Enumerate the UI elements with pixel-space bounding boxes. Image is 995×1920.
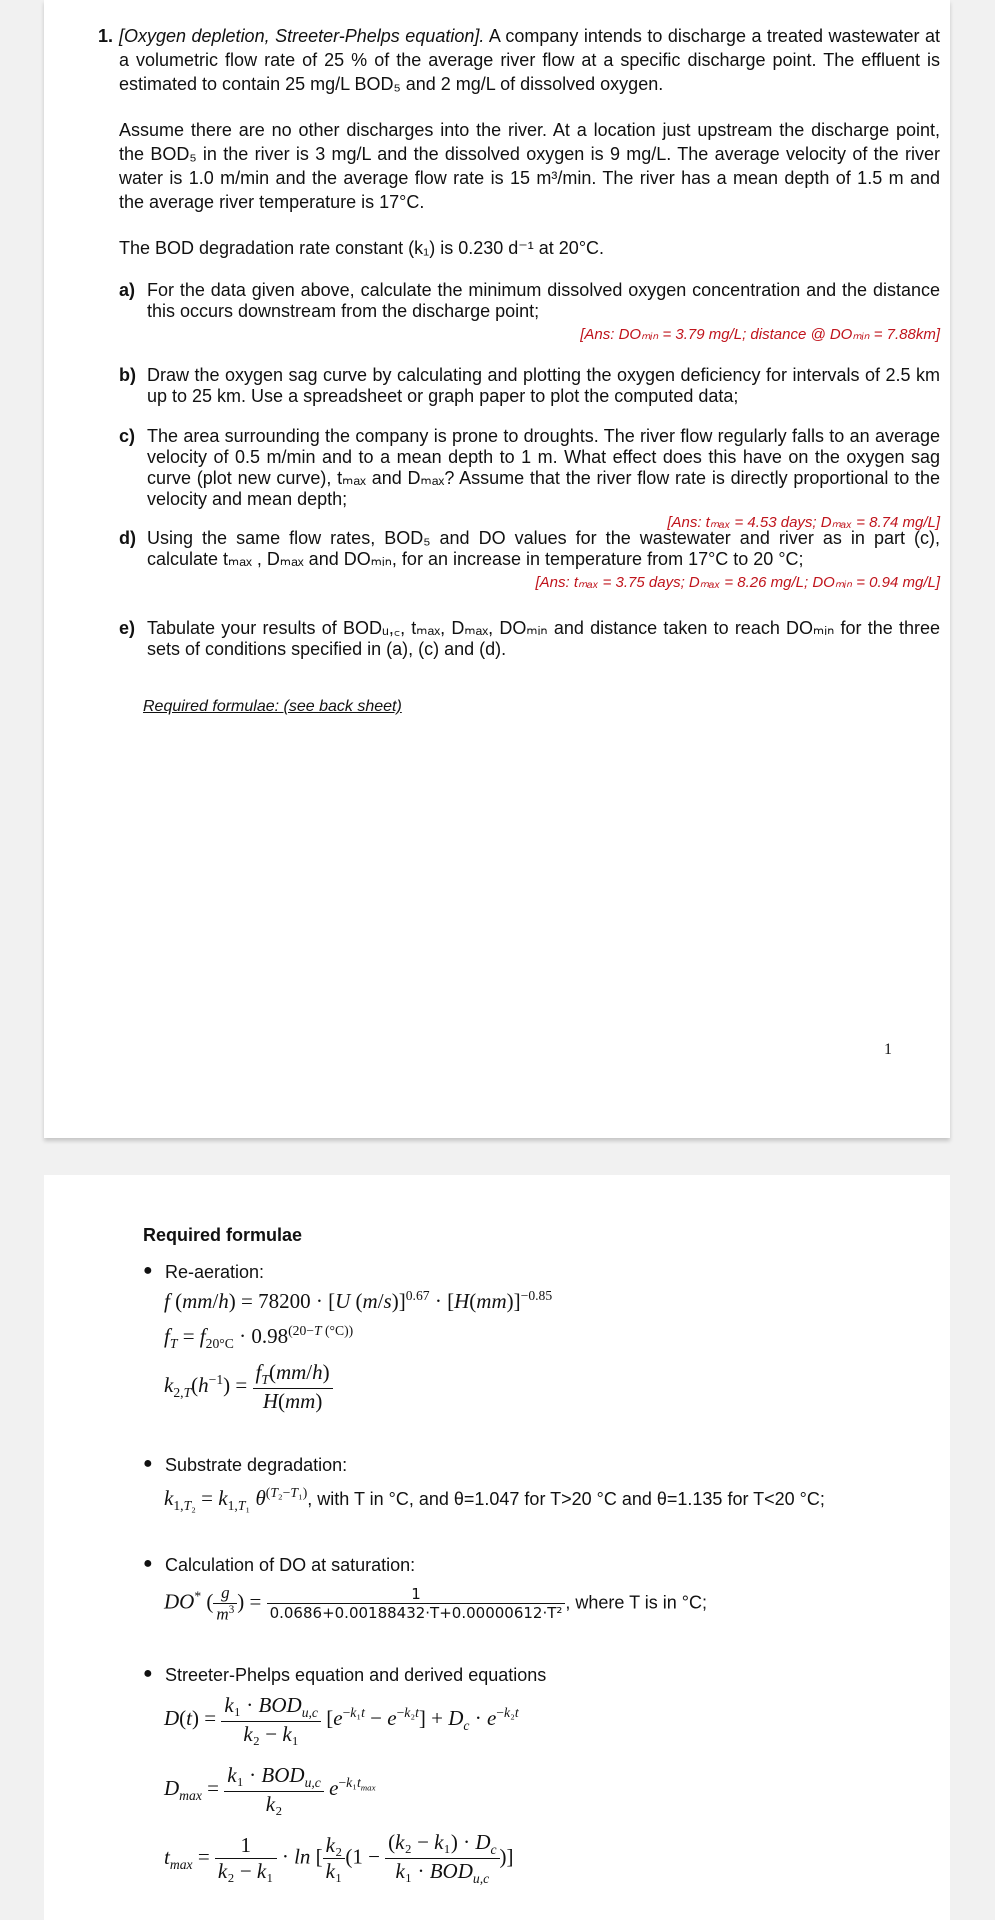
bullet-dot: ● <box>143 1555 153 1572</box>
bullet-label: Streeter-Phelps equation and derived equations <box>165 1665 547 1685</box>
answer-text: [Ans: tₘₐₓ = 4.53 days; Dₘₐₓ = 8.74 mg/L] <box>667 514 940 531</box>
question-number: 1. <box>98 26 114 46</box>
deficit-equation: D(t) = $\frac{k_1 \cdot BOD_{u,c}}{\text{k₂ − k₁}}$ $[e^{-k_1t} - e^{-k_2t}] + D_c \cdot e^{-k_2t}$ <box>164 1693 519 1747</box>
saturation-numerator: 1 <box>267 1585 566 1604</box>
bullet-dot: ● <box>143 1455 153 1472</box>
bullet-saturation <box>143 1555 415 1576</box>
question-topic: [Oxygen depletion, Streeter-Phelps equation]. <box>119 26 485 46</box>
reaeration-f-formula: f (mm/h) = 78200 · [U $(m/s)]^{0.67} \cdot [H(mm)]^{-0.85}$ <box>164 1288 553 1313</box>
answer-text: [Ans: DOₘᵢₙ = 3.79 mg/L; distance @ DOₘᵢₙ = 7.88km] <box>580 326 940 343</box>
substrate-note: , with T in °C, and θ=1.047 for T>20 °C and θ=1.135 for T<20 °C; <box>307 1489 825 1509</box>
bullet-substrate <box>143 1455 347 1476</box>
part-text: Draw the oxygen sag curve by calculating and plotting the oxygen deficiency for intervals of 2.5 km up to 25 km. Use a spreadsheet or graph paper to plot the computed data; <box>147 365 940 406</box>
answer-text: [Ans: tₘₐₓ = 3.75 days; Dₘₐₓ = 8.26 mg/L; DOₘᵢₙ = 0.94 mg/L] <box>535 574 940 591</box>
bullet-label: Substrate degradation: <box>165 1455 348 1475</box>
part-text: Using the same flow rates, BOD₅ and DO values for the wastewater and river as in part (c), calculate tₘₐₓ , Dₘₐₓ and DOₘᵢₙ, for an increase in temperature from 17°C to 20 °C; <box>147 528 940 569</box>
part-label: e) <box>119 618 136 638</box>
bullet-dot: ● <box>143 1262 153 1279</box>
bullet-streeter-phelps <box>143 1665 546 1686</box>
river-conditions-paragraph: Assume there are no other discharges into the river. At a location just upstream the discharge point, the BOD₅ in the river is 3 mg/L and the dissolved oxygen is 9 mg/L. The average velocity of the river water is 1.0 m/min and the average flow rate is 15 m³/min. The river has a mean depth of 1.5 m and the average river temperature is 17°C. <box>119 120 940 212</box>
bullet-dot: ● <box>143 1665 153 1682</box>
part-label: b) <box>119 365 136 385</box>
temperature-correction-formula: $f_T = f_{20^\circ C} \cdot 0.98^{(20-T (^\circ C))}$ <box>164 1323 354 1352</box>
reaeration-k2-formula: $k_{2,T}(h^{-1})$ = $\frac{f_T(mm/h)}{H(mm)}$ <box>164 1360 333 1414</box>
question-intro: A company intends to discharge a treated wastewater at a volumetric flow rate of 25 % of the average river flow at a specific discharge point. The effluent is estimated to contain 25 mg/L BOD₅ and 2 mg/L of dissolved oxygen. <box>119 26 940 94</box>
tmax-equation: $t_{max}$ = $\frac{1}{\text{k₂ − k₁}}$ · ln [ $\frac{\text{k₂}}{\text{k₁}}$ (1 − $\frac{(k_2 - k_1) \cdot D_c}{k_1 \cdot BOD_{u,c}}$ )] <box>164 1830 514 1887</box>
required-formulae-link: Required formulae: (see back sheet) <box>143 698 402 715</box>
part-e <box>119 618 940 660</box>
bullet-label: Calculation of DO at saturation: <box>165 1555 416 1575</box>
part-text: The area surrounding the company is prone to droughts. The river flow regularly falls to an average velocity of 0.5 m/min and to a mean depth to 1 m. What effect does this have on the oxygen sag curve (plot new curve), tₘₐₓ and Dₘₐₓ? Assume that the river flow rate is directly proportional to the velocity and mean depth; <box>147 426 940 509</box>
dmax-equation: $D_{max}$ = $\frac{k_1 \cdot BOD_{u,c}}{\text{k₂}}$ $e^{-k_1t_{max}}$ <box>164 1763 376 1817</box>
saturation-note: , where T is in °C; <box>565 1592 707 1613</box>
substrate-degradation-formula: $k_{1,T_2} = k_{1,T_1}$ $\theta^{(T_2-T_1)}$, with T in °C, and θ=1.047 for T>20 °C and θ=1.135 for T<20 °C; <box>164 1485 825 1514</box>
part-text: Tabulate your results of BODᵤ,꜀, tₘₐₓ, Dₘₐₓ, DOₘᵢₙ and distance taken to reach DOₘᵢₙ for the three sets of conditions specified in (a), (c) and (d). <box>147 618 940 659</box>
bullet-label: Re-aeration: <box>165 1262 265 1282</box>
bullet-reaeration <box>143 1262 264 1283</box>
part-text: For the data given above, calculate the minimum dissolved oxygen concentration and the distance this occurs downstream from the discharge point; <box>147 280 940 321</box>
question-header <box>98 24 940 96</box>
part-label: a) <box>119 280 136 300</box>
part-label: c) <box>119 426 136 446</box>
part-a <box>119 280 940 345</box>
part-c <box>119 426 940 533</box>
part-d <box>119 528 940 593</box>
page-number: 1 <box>884 1041 892 1058</box>
part-b <box>119 365 940 407</box>
worksheet-page-2 <box>44 1175 950 1920</box>
part-label: d) <box>119 528 136 548</box>
saturation-denominator: 0.0686+0.00188432·T+0.00000612·T² <box>269 1604 563 1623</box>
do-saturation-formula: DO* ( $\frac{g}{m^3}$ ) = $\frac{1}{\text{0.0686+0.00188432·T+0.00000612·T²}}$ , where T is in °C; <box>164 1583 707 1624</box>
rate-constant-paragraph: The BOD degradation rate constant (k₁) is 0.230 d⁻¹ at 20°C. <box>119 238 605 258</box>
worksheet-page-1 <box>44 0 950 1138</box>
formulae-title: Required formulae <box>143 1225 303 1245</box>
